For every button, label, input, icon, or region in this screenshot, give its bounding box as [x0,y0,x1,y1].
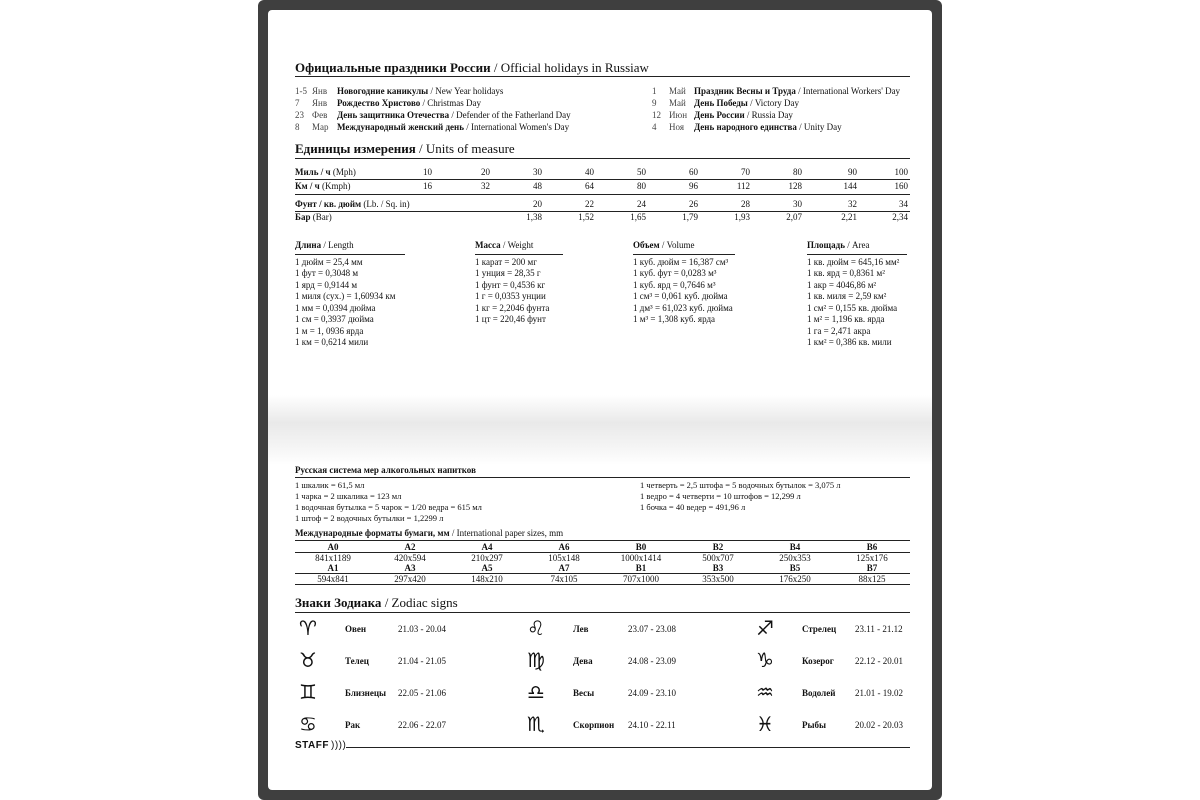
paper-format-name [295,563,910,574]
paper-format-name-cell: A6 [558,542,570,552]
lb-value: 32 [848,199,857,209]
paper-format-name-cell: A2 [404,542,416,552]
zodiac-row [523,647,683,677]
zodiac-name: Стрелец [802,624,837,634]
holiday-day: 7 [295,98,300,108]
mass-item: 1 г = 0,0353 унции [475,291,546,301]
paper-format-name-cell: A7 [558,563,570,573]
area-item: 1 кв. миля = 2,59 км² [807,291,887,301]
holiday-name-en: / Russia Day [744,110,793,120]
kmph-value: 144 [843,181,857,191]
holiday-name [337,109,571,121]
holiday-day: 1-5 [295,86,307,96]
staff-logo-text: STAFF [295,740,329,751]
area-item: 1 км² = 0,386 кв. мили [807,337,892,347]
zodiac-dates: 24.08 - 23.09 [628,656,676,666]
paper-format-size-cell: 594x841 [317,574,349,584]
zodiac-dates: 24.10 - 22.11 [628,720,676,730]
alcohol-title: Русская система мер алкогольных напитков [295,465,476,475]
length-list [295,257,405,349]
zodiac-name: Водолей [802,688,836,698]
paper-format-size-cell: 500x707 [702,553,734,563]
length-item: 1 фут = 0,3048 м [295,268,359,278]
alcohol-right-list [640,480,841,513]
paper-format-size [295,553,910,563]
paper-format-size-cell: 125x176 [856,553,888,563]
zodiac-row [523,711,683,741]
zodiac-dates: 23.07 - 23.08 [628,624,676,634]
holiday-day: 12 [652,110,661,120]
holiday-name [694,97,799,109]
zodiac-rule [295,612,910,613]
volume-list [633,257,735,326]
area-list [807,257,907,349]
volume-title-en: / Volume [661,240,695,250]
libra-icon: ♎ [527,680,545,704]
paper-format-size [295,574,910,585]
kmph-rule [295,194,910,195]
zodiac-row [752,615,912,645]
length-item: 1 дюйм = 25,4 мм [295,256,363,267]
area-block [807,240,907,349]
zodiac-row [523,615,683,645]
zodiac-name: Дева [573,656,593,666]
paper-format-size-cell: 176x250 [779,574,811,584]
bar-label: Бар [295,212,311,222]
holiday-name-ru: Новогодние каникулы [337,86,429,96]
holidays-title [295,60,649,76]
zodiac-name: Близнецы [345,688,387,698]
lb-label-en: (Lb. / Sq. in) [363,199,410,209]
length-title: Длина [295,240,322,250]
aquarius-icon: ♒ [756,680,774,704]
paper-title-ru: Международные форматы бумаги, мм [295,528,450,538]
mass-item: 1 цт = 220,46 фунт [475,314,546,324]
paper-format-name-cell: A1 [327,563,339,573]
kmph-value: 160 [894,181,908,191]
holidays-title-ru: Официальные праздники России [295,60,491,75]
lb-label: Фунт / кв. дюйм [295,199,362,209]
paper-table [295,542,910,585]
zodiac-dates: 21.04 - 21.05 [398,656,446,666]
kmph-value: 64 [585,181,594,191]
holiday-name [694,109,793,121]
paper-format-name-cell: B0 [635,542,647,552]
paper-format-size-cell: 297x420 [394,574,426,584]
holiday-name [337,121,569,133]
paper-format-name-cell: A3 [404,563,416,573]
holiday-name-ru: День России [694,110,745,120]
volume-item: 1 м³ = 1,308 куб. ярда [633,314,716,324]
paper-format-size-cell: 250x353 [779,553,811,563]
mass-title: Масса [475,240,501,250]
mass-title-en: / Weight [502,240,534,250]
mph-value: 20 [481,167,490,177]
zodiac-row [295,679,455,709]
holiday-month: Май [669,86,686,96]
volume-item: 1 куб. фут = 0,0283 м³ [633,268,717,278]
zodiac-row [295,711,455,741]
holiday-month: Май [669,98,686,108]
mph-rule [295,179,910,180]
kmph-value: 112 [736,181,750,191]
zodiac-row [523,679,683,709]
scorpio-icon: ♏ [527,712,545,736]
holiday-name-en: / Christmas Day [420,98,482,108]
aries-icon: ♈ [299,616,317,640]
holiday-day: 23 [295,110,304,120]
kmph-value: 96 [689,181,698,191]
paper-format-name [295,542,910,553]
area-item: 1 акр = 4046,86 м² [807,279,877,290]
paper-format-name-cell: A0 [327,542,339,552]
paper-format-name-cell: A5 [481,563,493,573]
paper-format-size-cell: 88x125 [858,574,886,584]
length-item: 1 мм = 0,0394 дюйма [295,302,376,313]
zodiac-row [295,647,455,677]
alcohol-left-list [295,480,482,524]
mph-value: 90 [848,167,857,177]
holiday-month: Июн [669,110,688,120]
paper-format-size-cell: 420x594 [394,553,426,563]
holiday-month: Янв [312,98,328,108]
paper-format-size-cell: 105x148 [548,553,580,563]
mass-item: 1 унция = 28,35 г [475,268,541,278]
paper-format-name-cell: B2 [712,542,724,552]
kmph-row [295,181,910,193]
zodiac-dates: 21.03 - 20.04 [398,624,446,634]
zodiac-name: Рак [345,720,361,730]
mass-item: 1 кг = 2,2046 фунта [475,302,550,313]
area-title-en: / Area [847,240,870,250]
length-item: 1 км = 0,6214 мили [295,337,369,347]
holiday-name [337,97,481,109]
mph-value: 10 [423,167,432,177]
area-item: 1 кв. ярд = 0,8361 м² [807,268,885,278]
mass-item: 1 фунт = 0,4536 кг [475,279,546,290]
bar-value: 2,34 [892,212,908,222]
alcohol-item: 1 водочная бутылка = 5 чарок = 1/20 ведра = 615 мл [295,502,482,512]
lb-value: 24 [637,199,646,209]
zodiac-name: Скорпион [573,720,615,730]
bar-value: 1,65 [630,212,646,222]
pisces-icon: ♓ [756,712,774,736]
alcohol-item: 1 бочка = 40 ведер = 491,96 л [640,502,746,512]
lb-value: 30 [793,199,802,209]
paper-format-size-cell: 210x297 [471,553,503,563]
volume-item: 1 см³ = 0,061 куб. дюйма [633,291,728,301]
bar-row [295,212,910,224]
holiday-name-en: / Unity Day [796,122,842,132]
lb-value: 20 [533,199,542,209]
holiday-day: 1 [652,86,657,96]
paper-format-name-cell: B4 [789,542,801,552]
holiday-month: Ноя [669,122,684,132]
units-title-ru: Единицы измерения [295,141,416,156]
bar-value: 2,07 [786,212,802,222]
bar-value: 1,79 [682,212,698,222]
bar-value: 1,38 [526,212,542,222]
mass-block [475,240,563,326]
bar-value: 1,52 [578,212,594,222]
zodiac-name: Козерог [802,656,834,666]
mph-value: 50 [637,167,646,177]
footer-rule [346,747,910,748]
volume-item: 1 дм³ = 61,023 куб. дюйма [633,302,733,313]
taurus-icon: ♉ [299,648,317,672]
kmph-value: 80 [637,181,646,191]
paper-format-name-cell: B6 [866,542,878,552]
sagittarius-icon: ♐ [756,616,774,640]
zodiac-dates: 21.01 - 19.02 [855,688,903,698]
units-title [295,141,515,157]
mph-value: 60 [689,167,698,177]
alcohol-item: 1 штоф = 2 водочных бутылки = 1,2299 л [295,513,444,523]
volume-block [633,240,735,326]
alcohol-rule [295,477,910,478]
kmph-label-en: (Kmph) [321,181,351,191]
holiday-month: Янв [312,86,328,96]
length-item: 1 м = 1, 0936 ярда [295,325,364,336]
length-item: 1 миля (сух.) = 1,60934 км [295,291,396,301]
mph-value: 100 [894,167,908,177]
kmph-label: Км / ч [295,181,320,191]
holiday-day: 4 [652,122,657,132]
holidays-title-en: / Official holidays in Russiaw [493,60,649,75]
mph-value: 80 [793,167,802,177]
holiday-name-ru: Рождество Христово [337,98,421,108]
holiday-name-ru: День Победы [694,98,748,108]
holidays-rule [295,76,910,77]
paper-title-en: / International paper sizes, mm [451,528,564,538]
staff-logo-mark: )))) [330,740,347,751]
zodiac-name: Лев [573,624,589,634]
zodiac-dates: 20.02 - 20.03 [855,720,903,730]
bar-value: 2,21 [841,212,857,222]
zodiac-title-ru: Знаки Зодиака [295,595,382,610]
units-rule [295,158,910,159]
paper-format-name-cell: B5 [789,563,801,573]
virgo-icon: ♍ [527,648,545,672]
mass-item: 1 карат = 200 мг [475,256,537,267]
area-item: 1 кв. дюйм = 645,16 мм² [807,256,900,267]
volume-title: Объем [633,240,660,250]
paper-format-size-cell: 707x1000 [623,574,659,584]
zodiac-row [295,615,455,645]
zodiac-title-en: / Zodiac signs [384,595,458,610]
zodiac-dates: 24.09 - 23.10 [628,688,676,698]
volume-item: 1 куб. дюйм = 16,387 см³ [633,256,729,267]
cancer-icon: ♋ [299,712,317,736]
paper-format-name-cell: B3 [712,563,724,573]
notebook-page [268,10,932,790]
alcohol-item: 1 четверть = 2,5 штофа = 5 водочных бутылок = 3,075 л [640,480,841,490]
lb-value: 22 [585,199,594,209]
holiday-day: 8 [295,122,300,132]
capricorn-icon: ♑ [756,648,774,672]
mph-label: Миль / ч [295,167,331,177]
bar-value: 1,93 [734,212,750,222]
zodiac-row [752,679,912,709]
zodiac-dates: 22.06 - 22.07 [398,720,446,730]
mph-value: 40 [585,167,594,177]
area-item: 1 га = 2,471 акра [807,325,871,336]
alcohol-item: 1 чарка = 2 шкалика = 123 мл [295,491,402,501]
lb-value: 26 [689,199,698,209]
zodiac-name: Телец [345,656,369,666]
paper-format-name-cell: B7 [866,563,878,573]
staff-logo [295,740,346,751]
holiday-name-en: / Defender of the Fatherland Day [449,110,571,120]
zodiac-dates: 22.12 - 20.01 [855,656,903,666]
zodiac-dates: 22.05 - 21.06 [398,688,446,698]
mph-value: 70 [741,167,750,177]
page-fold [268,395,932,465]
paper-format-size-cell: 74x105 [550,574,578,584]
holiday-name-ru: Праздник Весны и Труда [694,86,796,96]
area-item: 1 см² = 0,155 кв. дюйма [807,302,898,313]
holiday-name-en: / Victory Day [747,98,800,108]
volume-item: 1 куб. ярд = 0,7646 м³ [633,279,716,290]
holiday-name-en: / International Women's Day [463,122,570,132]
paper-format-size-cell: 353x500 [702,574,734,584]
holiday-month: Мар [312,122,329,132]
mph-label-en: (Mph) [332,167,356,177]
holiday-name-en: / International Workers' Day [795,86,901,96]
kmph-value: 16 [423,181,432,191]
length-block [295,240,405,349]
paper-title [295,527,563,539]
zodiac-name: Весы [573,688,595,698]
kmph-value: 32 [481,181,490,191]
zodiac-name: Овен [345,624,367,634]
paper-format-size-cell: 841x1189 [315,553,351,563]
paper-format-size-cell: 1000x1414 [620,553,662,563]
mass-list [475,257,563,326]
holiday-name [694,121,842,133]
gemini-icon: ♊ [299,680,317,704]
area-item: 1 м² = 1,196 кв. ярда [807,314,885,324]
length-item: 1 ярд = 0,9144 м [295,279,358,290]
zodiac-row [752,647,912,677]
holiday-name-ru: День народного единства [694,122,797,132]
paper-format-size-cell: 148x210 [471,574,503,584]
holiday-name [337,85,503,97]
area-title: Площадь [807,240,845,250]
zodiac-dates: 23.11 - 21.12 [855,624,903,634]
holiday-name [694,85,900,97]
bar-label-en: (Bar) [312,212,332,222]
alcohol-item: 1 ведро = 4 четверти = 10 штофов = 12,299 л [640,491,801,501]
units-title-en: / Units of measure [419,141,515,156]
alcohol-item: 1 шкалик = 61,5 мл [295,480,365,490]
kmph-value: 128 [788,181,802,191]
mph-row [295,167,910,179]
lb-value: 28 [741,199,750,209]
holiday-name-ru: День защитника Отечества [337,110,450,120]
kmph-value: 48 [533,181,542,191]
leo-icon: ♌ [527,616,545,640]
zodiac-title [295,595,458,611]
length-title-en: / Length [323,240,354,250]
mph-value: 30 [533,167,542,177]
zodiac-row [752,711,912,741]
paper-format-name-cell: A4 [481,542,493,552]
lb-value: 34 [899,199,908,209]
holiday-name-en: / New Year holidays [428,86,504,96]
holiday-day: 9 [652,98,657,108]
lb-row [295,199,910,211]
zodiac-name: Рыбы [802,720,827,730]
paper-rule [295,540,910,541]
holiday-name-ru: Международный женский день [337,122,464,132]
length-item: 1 см = 0,3937 дюйма [295,314,374,324]
holiday-month: Фев [312,110,328,120]
paper-format-name-cell: B1 [635,563,647,573]
